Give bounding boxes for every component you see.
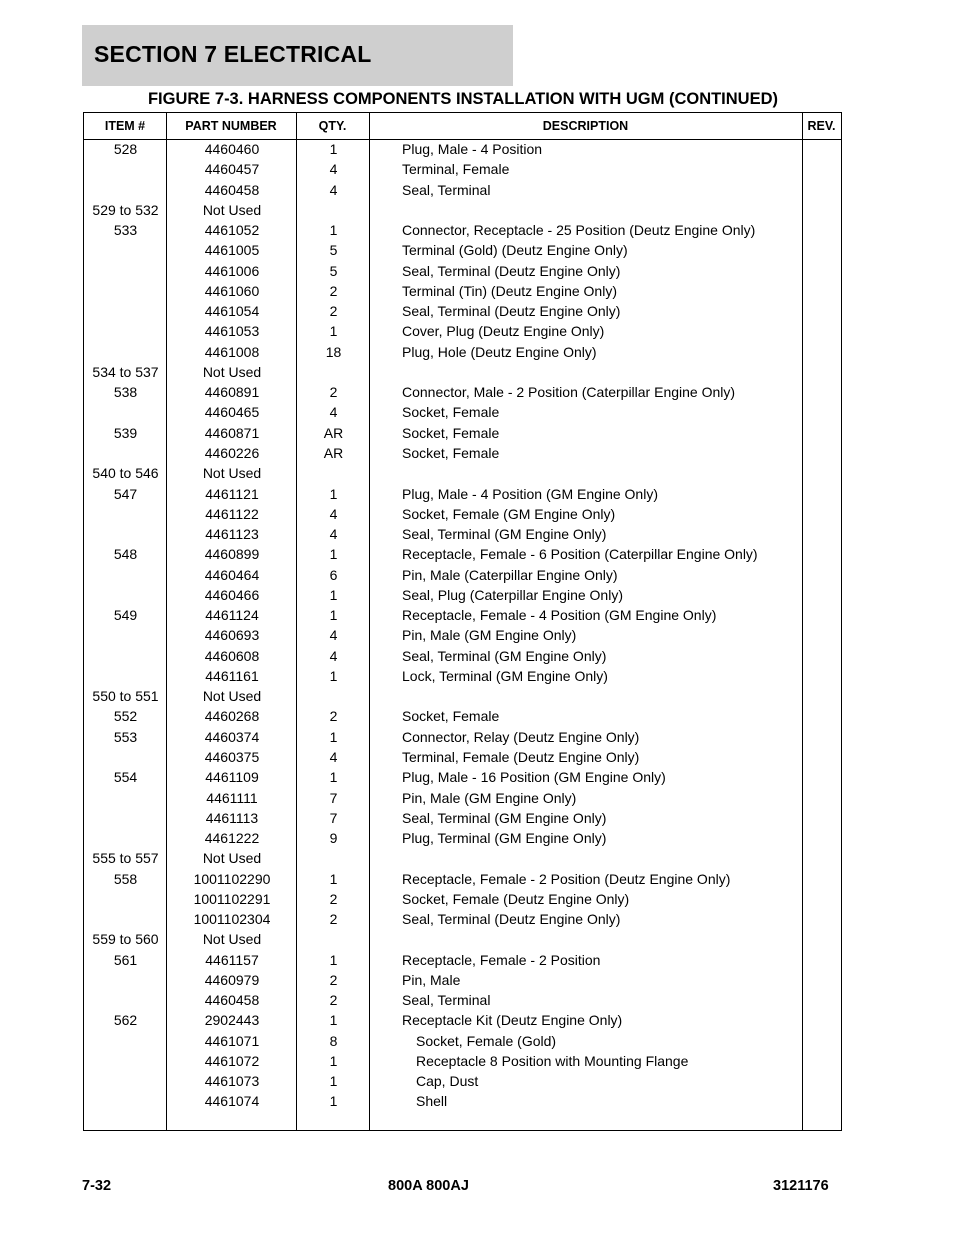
cell-description: Cover, Plug (Deutz Engine Only) <box>402 323 605 340</box>
cell-qty: 1 <box>329 1093 338 1110</box>
cell-qty: 7 <box>329 809 338 826</box>
column-header-item: ITEM # <box>104 119 146 133</box>
cell-qty: 2 <box>329 890 338 907</box>
table-row <box>84 830 841 850</box>
page-number: 7-32 <box>82 1178 112 1194</box>
cell-part-number: 4460460 <box>204 141 260 157</box>
table-row <box>84 668 841 688</box>
cell-qty: 1 <box>329 141 338 157</box>
column-header-qty: QTY. <box>318 119 347 133</box>
cell-qty: 5 <box>329 242 338 259</box>
table-row <box>84 1073 841 1093</box>
cell-description: Terminal, Female <box>402 161 510 178</box>
cell-item: 548 <box>113 546 138 563</box>
cell-qty: 9 <box>329 830 338 847</box>
cell-description: Terminal, Female (Deutz Engine Only) <box>402 748 640 765</box>
table-row <box>84 1033 841 1053</box>
cell-qty: 4 <box>329 526 338 543</box>
table-row <box>84 648 841 668</box>
cell-part-number: 4460899 <box>204 546 260 563</box>
cell-part-number: 4460979 <box>204 971 260 988</box>
cell-part-number: 4460465 <box>204 404 260 421</box>
table-row <box>84 445 841 465</box>
cell-description: Plug, Male - 4 Position (GM Engine Only) <box>402 485 658 502</box>
cell-qty: 2 <box>329 911 338 928</box>
cell-qty: 4 <box>329 627 338 644</box>
cell-description: Terminal (Tin) (Deutz Engine Only) <box>402 282 617 299</box>
cell-part-number: 1001102304 <box>193 911 271 928</box>
cell-description: Socket, Female <box>402 444 500 461</box>
cell-item: 547 <box>113 485 138 502</box>
cell-description: Receptacle, Female - 6 Position (Caterpillar Engine Only) <box>402 546 758 563</box>
cell-qty: 1 <box>329 769 338 786</box>
cell-description: Cap, Dust <box>416 1073 479 1090</box>
cell-part-number: 1001102291 <box>193 890 271 907</box>
cell-item: 552 <box>113 708 138 725</box>
cell-part-number: 4461111 <box>206 789 258 806</box>
table-row <box>84 303 841 323</box>
table-row <box>84 911 841 931</box>
table-row <box>84 384 841 404</box>
cell-qty: 1 <box>329 1052 338 1069</box>
cell-description: Receptacle, Female - 2 Position (Deutz Engine Only) <box>402 870 731 887</box>
table-row <box>84 952 841 972</box>
table-row <box>84 607 841 627</box>
column-header-rev: REV. <box>807 119 836 133</box>
cell-qty: 1 <box>329 323 338 340</box>
cell-part-number: 4461053 <box>204 323 260 340</box>
cell-item: 553 <box>113 728 138 745</box>
cell-description: Seal, Plug (Caterpillar Engine Only) <box>402 586 623 603</box>
cell-part-number: 4461072 <box>204 1052 260 1069</box>
cell-description: Pin, Male (GM Engine Only) <box>402 627 577 644</box>
document-number: 3121176 <box>773 1178 829 1194</box>
cell-part-number: 4461122 <box>205 505 259 522</box>
cell-description: Socket, Female (GM Engine Only) <box>402 505 616 522</box>
cell-description: Socket, Female <box>402 424 500 441</box>
cell-description: Seal, Terminal (GM Engine Only) <box>402 647 607 664</box>
cell-qty: 1 <box>329 870 338 887</box>
cell-qty: 1 <box>329 607 338 624</box>
cell-description: Socket, Female (Gold) <box>416 1032 557 1049</box>
cell-part-number: 4461161 <box>205 667 259 684</box>
cell-part-number: 4461124 <box>205 607 259 624</box>
cell-part-number: 4460458 <box>204 992 260 1009</box>
table-row <box>84 769 841 789</box>
cell-item: 538 <box>113 384 138 401</box>
cell-qty: 2 <box>329 992 338 1009</box>
table-row <box>84 526 841 546</box>
cell-part-number: 4461123 <box>205 526 259 543</box>
cell-part-number: 4461113 <box>205 809 259 826</box>
cell-description: Seal, Terminal <box>402 992 491 1009</box>
cell-part-number: 4461008 <box>204 343 260 360</box>
cell-part-number: Not Used <box>202 201 262 218</box>
cell-description: Terminal (Gold) (Deutz Engine Only) <box>402 242 628 259</box>
cell-qty: 4 <box>329 505 338 522</box>
parts-table <box>83 112 842 1131</box>
cell-qty: 4 <box>329 181 338 198</box>
table-row <box>84 486 841 506</box>
cell-description: Plug, Male - 4 Position <box>402 141 543 157</box>
cell-description: Receptacle, Female - 4 Position (GM Engine Only) <box>402 607 717 624</box>
cell-description: Seal, Terminal (Deutz Engine Only) <box>402 303 621 320</box>
table-row <box>84 749 841 769</box>
section-title: SECTION 7 ELECTRICAL <box>94 41 372 67</box>
cell-qty: 1 <box>329 1012 338 1029</box>
cell-description: Seal, Terminal (Deutz Engine Only) <box>402 911 621 928</box>
table-row <box>84 891 841 911</box>
cell-part-number: 4460871 <box>204 424 260 441</box>
cell-part-number: 4460608 <box>204 647 260 664</box>
table-body <box>84 141 841 1114</box>
cell-qty: 4 <box>329 647 338 664</box>
cell-item: 539 <box>113 424 138 441</box>
table-row <box>84 425 841 445</box>
cell-item: 533 <box>113 222 138 239</box>
table-row <box>84 323 841 343</box>
cell-part-number: 4460693 <box>204 627 260 644</box>
cell-description: Seal, Terminal (GM Engine Only) <box>402 526 607 543</box>
cell-qty: 1 <box>329 1073 338 1090</box>
table-row <box>84 1093 841 1113</box>
table-row <box>84 729 841 749</box>
cell-description: Seal, Terminal (Deutz Engine Only) <box>402 262 621 279</box>
cell-item: 549 <box>113 607 138 624</box>
cell-description: Shell <box>416 1093 448 1110</box>
table-row <box>84 931 841 951</box>
cell-description: Lock, Terminal (GM Engine Only) <box>402 667 608 684</box>
cell-description: Pin, Male <box>402 971 461 988</box>
cell-description: Socket, Female <box>402 708 500 725</box>
cell-description: Plug, Hole (Deutz Engine Only) <box>402 343 597 360</box>
cell-part-number: Not Used <box>202 931 262 948</box>
cell-part-number: 4460466 <box>204 586 260 603</box>
cell-part-number: 4460457 <box>204 161 260 178</box>
table-row <box>84 182 841 202</box>
cell-qty: 2 <box>329 384 338 401</box>
cell-part-number: 4461052 <box>204 222 260 239</box>
cell-description: Connector, Relay (Deutz Engine Only) <box>402 728 640 745</box>
table-row <box>84 1012 841 1032</box>
cell-description: Connector, Male - 2 Position (Caterpillar Engine Only) <box>402 384 736 401</box>
table-row <box>84 242 841 262</box>
cell-part-number: 4461074 <box>204 1093 260 1110</box>
cell-part-number: 4461054 <box>204 303 260 320</box>
table-row <box>84 263 841 283</box>
table-row <box>84 506 841 526</box>
table-row <box>84 587 841 607</box>
cell-part-number: Not Used <box>202 465 262 482</box>
cell-qty: 1 <box>329 667 338 684</box>
cell-description: Plug, Male - 16 Position (GM Engine Only) <box>402 769 666 786</box>
column-header-part-number: PART NUMBER <box>185 119 277 133</box>
table-row <box>84 202 841 222</box>
cell-part-number: 4460375 <box>204 748 260 765</box>
cell-item: 554 <box>113 769 138 786</box>
cell-item: 555 to 557 <box>92 850 159 867</box>
column-header-description: DESCRIPTION <box>542 119 629 133</box>
cell-description: Socket, Female <box>402 404 500 421</box>
cell-description: Receptacle 8 Position with Mounting Flange <box>416 1052 689 1069</box>
cell-description: Pin, Male (GM Engine Only) <box>402 789 577 806</box>
cell-part-number: 4460374 <box>204 728 260 745</box>
cell-qty: AR <box>323 424 344 441</box>
table-row <box>84 688 841 708</box>
cell-part-number: 4460268 <box>204 708 260 725</box>
cell-item: 558 <box>113 870 138 887</box>
cell-part-number: 4461060 <box>204 282 260 299</box>
cell-part-number: 4461005 <box>204 242 260 259</box>
cell-item: 529 to 532 <box>92 201 159 218</box>
cell-qty: 1 <box>329 485 338 502</box>
cell-part-number: 4461157 <box>205 951 259 968</box>
table-row <box>84 283 841 303</box>
cell-qty: 4 <box>329 748 338 765</box>
cell-part-number: 4461073 <box>204 1073 260 1090</box>
cell-item: 540 to 546 <box>92 465 159 482</box>
cell-item: 562 <box>113 1012 138 1029</box>
figure-title: FIGURE 7-3. HARNESS COMPONENTS INSTALLATION WITH UGM (CONTINUED) <box>147 90 779 108</box>
cell-part-number: Not Used <box>202 688 262 705</box>
cell-part-number: 2902443 <box>204 1012 260 1029</box>
table-row <box>84 344 841 364</box>
cell-qty: 2 <box>329 708 338 725</box>
cell-part-number: 4461071 <box>204 1032 260 1049</box>
cell-part-number: Not Used <box>202 363 262 380</box>
table-row <box>84 364 841 384</box>
cell-part-number: 4461006 <box>204 262 260 279</box>
cell-description: Connector, Receptacle - 25 Position (Deutz Engine Only) <box>402 222 756 239</box>
cell-description: Plug, Terminal (GM Engine Only) <box>402 830 607 847</box>
table-row <box>84 404 841 424</box>
cell-description: Seal, Terminal (GM Engine Only) <box>402 809 607 826</box>
cell-part-number: 4460458 <box>204 181 260 198</box>
cell-qty: 1 <box>329 586 338 603</box>
cell-item: 528 <box>113 141 138 157</box>
cell-item: 550 to 551 <box>92 688 159 705</box>
table-row <box>84 790 841 810</box>
cell-qty: 8 <box>329 1032 338 1049</box>
table-row <box>84 871 841 891</box>
table-row <box>84 161 841 181</box>
table-row <box>84 810 841 830</box>
cell-description: Receptacle Kit (Deutz Engine Only) <box>402 1012 623 1029</box>
table-row <box>84 972 841 992</box>
cell-description: Pin, Male (Caterpillar Engine Only) <box>402 566 618 583</box>
table-row <box>84 708 841 728</box>
cell-description: Receptacle, Female - 2 Position <box>402 951 601 968</box>
cell-qty: 5 <box>329 262 338 279</box>
cell-qty: 4 <box>329 161 338 178</box>
cell-qty: 4 <box>329 404 338 421</box>
cell-part-number: 4460226 <box>204 444 260 461</box>
cell-qty: 2 <box>329 971 338 988</box>
cell-qty: 18 <box>325 343 342 360</box>
cell-item: 534 to 537 <box>92 363 159 380</box>
cell-part-number: 4460891 <box>204 384 260 401</box>
table-row <box>84 465 841 485</box>
table-row <box>84 546 841 566</box>
cell-qty: 6 <box>329 566 338 583</box>
cell-qty: 1 <box>329 546 338 563</box>
cell-description: Socket, Female (Deutz Engine Only) <box>402 890 630 907</box>
header-divider <box>84 139 841 140</box>
cell-part-number: 1001102290 <box>193 870 271 887</box>
table-row <box>84 1053 841 1073</box>
cell-qty: AR <box>323 444 344 461</box>
cell-part-number: 4461222 <box>204 830 260 847</box>
cell-qty: 7 <box>329 789 338 806</box>
cell-qty: 2 <box>329 282 338 299</box>
cell-description: Seal, Terminal <box>402 181 491 198</box>
table-row <box>84 992 841 1012</box>
table-row <box>84 567 841 587</box>
cell-qty: 2 <box>329 303 338 320</box>
cell-part-number: Not Used <box>202 850 262 867</box>
cell-item: 561 <box>113 951 138 968</box>
cell-part-number: 4460464 <box>204 566 260 583</box>
cell-part-number: 4461109 <box>205 769 259 786</box>
cell-qty: 1 <box>329 728 338 745</box>
model-name: 800A 800AJ <box>388 1178 469 1194</box>
table-row <box>84 222 841 242</box>
cell-part-number: 4461121 <box>205 485 259 502</box>
cell-item: 559 to 560 <box>92 931 159 948</box>
table-row <box>84 627 841 647</box>
table-row <box>84 850 841 870</box>
cell-qty: 1 <box>329 951 338 968</box>
cell-qty: 1 <box>329 222 338 239</box>
table-row <box>84 141 841 161</box>
